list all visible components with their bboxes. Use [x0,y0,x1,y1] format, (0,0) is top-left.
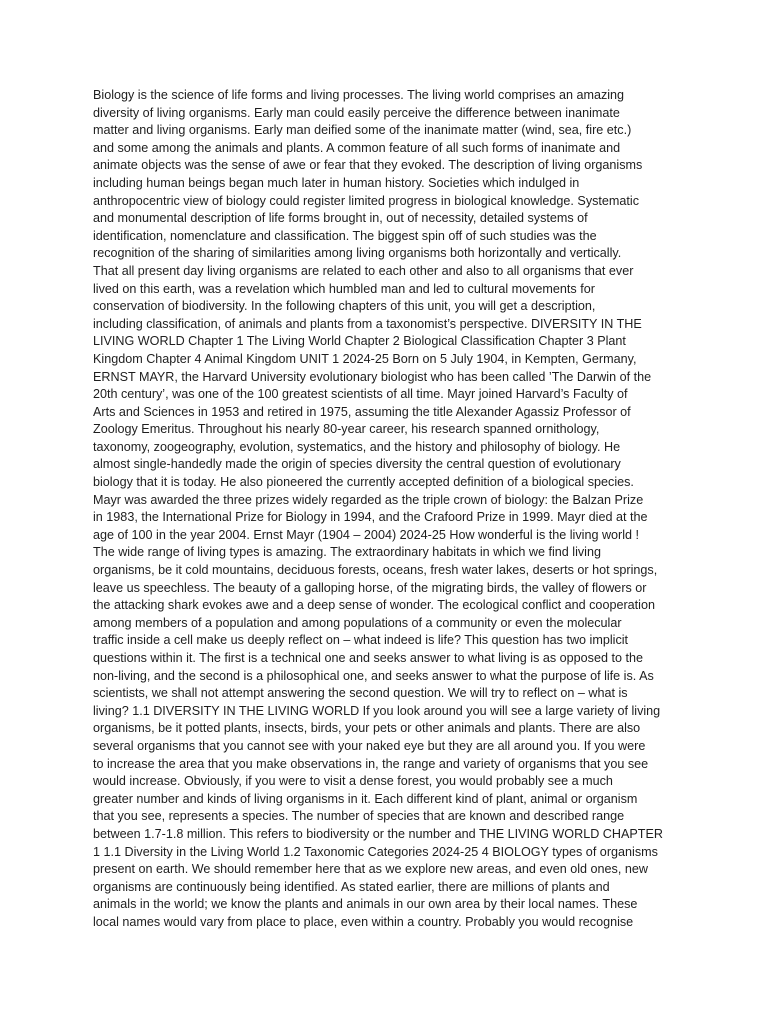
text-line: non-living, and the second is a philosophical one, and seeks answer to what the purpose of life is. As [93,668,654,683]
text-line: animate objects was the sense of awe or fear that they evoked. The description of living organisms [93,158,643,173]
text-line: between 1.7-1.8 million. This refers to biodiversity or the number and THE LIVING WORLD CHAPTER [93,826,663,841]
text-line: local names would vary from place to place, even within a country. Probably you would recognise [93,914,634,929]
text-line: lived on this earth, was a revelation which humbled man and led to cultural movements for [93,281,595,296]
text-line: present on earth. We should remember here that as we explore new areas, and even old ones, new [93,862,648,877]
text-line: organisms, be it cold mountains, deciduous forests, oceans, fresh water lakes, deserts or hot springs, [93,563,658,578]
text-line: leave us speechless. The beauty of a galloping horse, of the migrating birds, the valley of flowers or [93,580,647,595]
text-line: Mayr was awarded the three prizes widely regarded as the triple crown of biology: the Balzan Prize [93,492,644,507]
text-line: questions within it. The first is a technical one and seeks answer to what living is as opposed to the [93,651,643,665]
text-line: Kingdom Chapter 4 Animal Kingdom UNIT 1 2024-25 Born on 5 July 1904, in Kempten, Germany, [93,351,637,366]
text-line: Biology is the science of life forms and living processes. The living world comprises an amazing [93,88,625,102]
text-line: Arts and Sciences in 1953 and retired in 1975, assuming the title Alexander Agassiz Professor of [93,404,631,419]
text-line: and monumental description of life forms brought in, out of necessity, detailed systems of [93,211,588,226]
text-line: That all present day living organisms are related to each other and also to all organisms that ever [93,263,634,278]
text-line: taxonomy, zoogeography, evolution, systematics, and the history and philosophy of biology. He [93,439,621,454]
text-line: living? 1.1 DIVERSITY IN THE LIVING WORLD If you look around you will see a large variety of living [93,703,661,718]
text-line: including classification, of animals and plants from a taxonomist’s perspective. DIVERSITY IN THE [93,316,642,331]
text-line: and some among the animals and plants. A common feature of all such forms of inanimate and [93,140,621,155]
text-line: that you see, represents a species. The number of species that are known and described range [93,809,625,824]
text-line: The wide range of living types is amazing. The extraordinary habitats in which we find living [93,545,601,560]
text-line: LIVING WORLD Chapter 1 The Living World Chapter 2 Biological Classification Chapter 3 Plant [93,334,626,349]
text-line: matter and living organisms. Early man deified some of the inanimate matter (wind, sea, fire etc.) [93,123,632,138]
body-text [93,87,673,932]
text-line: identification, nomenclature and classification. The biggest spin off of such studies was the [93,228,597,243]
text-line: anthropocentric view of biology could register limited progress in biological knowledge. Systematic [93,193,640,208]
text-line: among members of a population and among populations of a community or even the molecular [93,615,622,630]
text-line: traffic inside a cell make us deeply reflect on – what indeed is life? This question has two implicit [93,633,629,648]
text-line: biology that it is today. He also pioneered the currently accepted definition of a biological species. [93,475,634,490]
text-line: 20th century’, was one of the 100 greatest scientists of all time. Mayr joined Harvard’s Faculty of [93,387,628,402]
text-line: recognition of the sharing of similarities among living organisms both horizontally and vertically. [93,246,622,261]
text-line: conservation of biodiversity. In the following chapters of this unit, you will get a description, [93,299,596,314]
text-line: including human beings began much later in human history. Societies which indulged in [93,175,580,190]
text-line: animals in the world; we know the plants and animals in our own area by their local names. These [93,897,638,912]
text-line: greater number and kinds of living organisms in it. Each different kind of plant, animal or organism [93,791,638,806]
text-line: Zoology Emeritus. Throughout his nearly 80-year career, his research spanned ornithology, [93,422,600,437]
text-line: almost single-handedly made the origin of species diversity the central question of evolutionary [93,457,621,472]
text-line: age of 100 in the year 2004. Ernst Mayr (1904 – 2004) 2024-25 How wonderful is the living world ! [93,527,640,542]
text-line: to increase the area that you make observations in, the range and variety of organisms that you see [93,756,649,771]
text-line: diversity of living organisms. Early man could easily perceive the difference between inanimate [93,105,620,120]
text-line: organisms, be it potted plants, insects, birds, your pets or other animals and plants. There are also [93,721,641,736]
text-line: several organisms that you cannot see with your naked eye but they are all around you. If you were [93,738,646,753]
text-line: organisms are continuously being identified. As stated earlier, there are millions of plants and [93,879,610,894]
text-line: scientists, we shall not attempt answering the second question. We will try to reflect on – what is [93,686,628,701]
text-line: in 1983, the International Prize for Biology in 1994, and the Crafoord Prize in 1999. Mayr died at the [93,510,648,525]
text-line: the attacking shark evokes awe and a deep sense of wonder. The ecological conflict and cooperation [93,598,655,613]
text-line: ERNST MAYR, the Harvard University evolutionary biologist who has been called ’The Darwin of the [93,369,652,384]
text-line: 1 1.1 Diversity in the Living World 1.2 Taxonomic Categories 2024-25 4 BIOLOGY types of organisms [93,844,658,859]
text-line: would increase. Obviously, if you were to visit a dense forest, you would probably see a much [93,774,613,789]
